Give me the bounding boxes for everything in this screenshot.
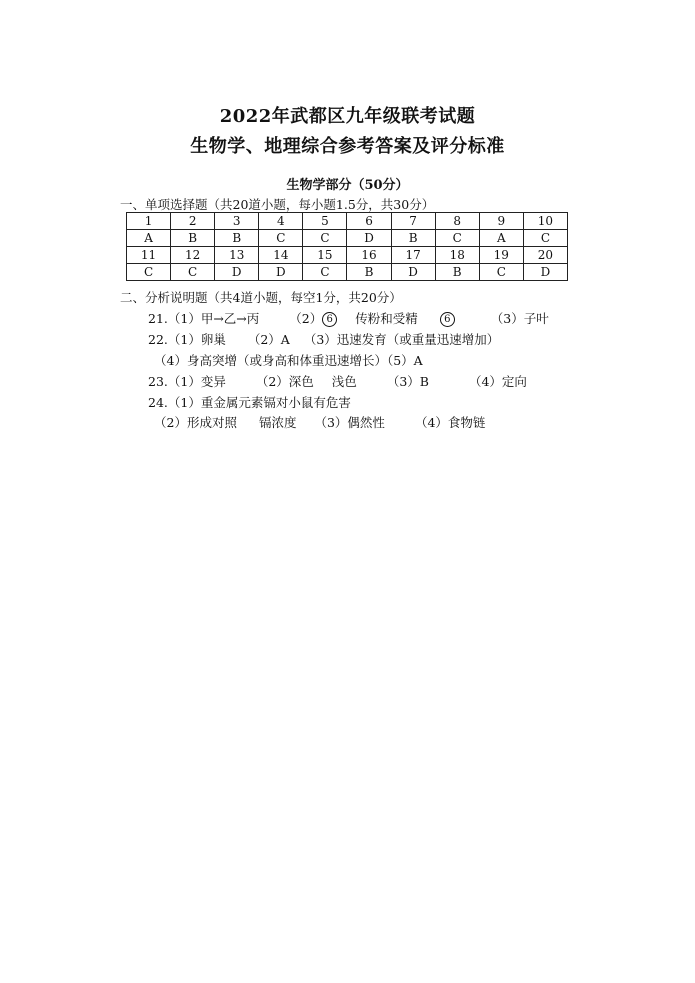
answer-table-cell: A [127,230,171,247]
answer-table-cell: 18 [435,247,479,264]
answer-table-cell: D [215,264,259,281]
answer-table-cell: C [303,230,347,247]
answer-table-cell: C [435,230,479,247]
q21-part4: （3）子叶 [490,311,549,326]
answer-table-row [127,230,568,247]
q21-part2: （2） [289,311,323,326]
answer-table-cell: D [391,264,435,281]
question-24-continued [154,413,485,431]
answer-table-row [127,264,568,281]
part2-heading: 二、分析说明题（共4道小题，每空1分，共20分） [120,290,402,305]
q21-part1: 21.（1）甲→乙→丙 [148,311,260,326]
answer-table-cell: 3 [215,213,259,230]
q24-part3: 镉浓度 [258,415,297,430]
answer-table-cell: 20 [523,247,567,264]
q24-part2: （2）形成对照 [154,415,237,430]
answer-table-cell: C [523,230,567,247]
q23-part2: （2）深色 [255,374,314,389]
answer-table-cell: D [523,264,567,281]
answer-table [126,212,568,281]
answer-table-cell: B [347,264,391,281]
question-22 [148,330,499,348]
answer-table-cell: C [171,264,215,281]
answer-table-cell: 4 [259,213,303,230]
q24-part4: （3）偶然性 [314,415,385,430]
answer-table-cell: 12 [171,247,215,264]
answer-table-cell: B [435,264,479,281]
document-title: 2022年武都区九年级联考试题 [219,106,476,127]
q22-part2: （2）A [247,332,290,347]
answer-table-cell: 11 [127,247,171,264]
part1-heading: 一、单项选择题（共20道小题，每小题1.5分，共30分） [120,197,435,212]
q23-part4: （3）B [386,374,429,389]
answer-table-cell: 6 [347,213,391,230]
answer-table-cell: 7 [391,213,435,230]
q21-circled-number-a: 6 [322,312,337,327]
answer-table-cell: B [391,230,435,247]
answer-table-cell: 9 [479,213,523,230]
answer-table-cell: 8 [435,213,479,230]
q23-part5: （4）定向 [468,374,527,389]
answer-table-cell: 2 [171,213,215,230]
document-subtitle: 生物学、地理综合参考答案及评分标准 [190,136,505,157]
answer-table-cell: 17 [391,247,435,264]
answer-table-cell: D [259,264,303,281]
answer-table-cell: 14 [259,247,303,264]
answer-table-cell: B [215,230,259,247]
answer-table-cell: 19 [479,247,523,264]
answer-table-cell: 15 [303,247,347,264]
section-title: 生物学部分（50分） [286,178,409,193]
question-24 [148,393,351,411]
answer-table-cell: C [479,264,523,281]
answer-table-row [127,213,568,230]
answer-table-cell: C [303,264,347,281]
answer-table-cell: C [127,264,171,281]
answer-table-cell: D [347,230,391,247]
question-23 [148,372,527,390]
q24-part5: （4）食物链 [414,415,486,430]
answer-table-cell: 13 [215,247,259,264]
answer-table-cell: B [171,230,215,247]
answer-table-cell: 10 [523,213,567,230]
answer-table-cell: 1 [127,213,171,230]
answer-table-cell: A [479,230,523,247]
answer-table-cell: C [259,230,303,247]
q22-part1: 22.（1）卵巢 [148,332,226,347]
q24-part1: 24.（1）重金属元素镉对小鼠有危害 [148,395,351,410]
question-21 [148,309,549,327]
answer-table-cell: 16 [347,247,391,264]
q21-part3: 传粉和受精 [355,311,418,326]
q23-part3: 浅色 [331,374,357,389]
question-22-continued [154,351,423,369]
q22-part3: （3）迅速发育（或重量迅速增加） [303,332,500,347]
q22-part4: （4）身高突增（或身高和体重迅速增长）（5）A [154,353,423,368]
answer-table-cell: 5 [303,213,347,230]
q21-circled-number-b: 6 [440,312,455,327]
answer-table-row [127,247,568,264]
q23-part1: 23.（1）变异 [148,374,226,389]
